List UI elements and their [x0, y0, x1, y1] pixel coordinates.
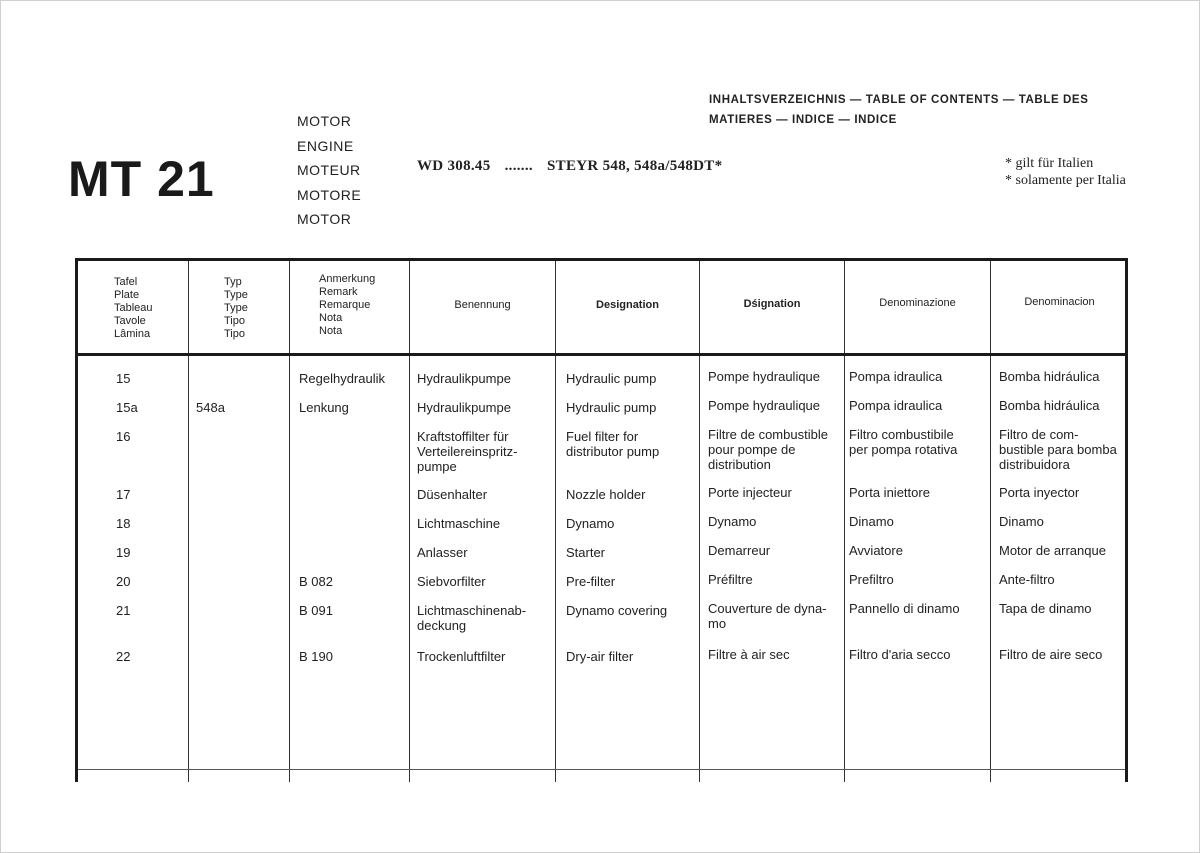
section-name-de: MOTOR [297, 113, 352, 129]
table-cell-remark: B 190 [299, 649, 333, 664]
header-remark-it: Nota [319, 312, 343, 324]
table-cell-es: Dinamo [999, 514, 1044, 529]
table-cell-fr: Porte injecteur [708, 485, 792, 500]
header-type-en: Type [224, 289, 248, 301]
section-name-es: MOTOR [297, 211, 352, 227]
header-remark [319, 273, 375, 338]
column-divider [990, 261, 991, 782]
table-cell-it: Pompa idraulica [849, 369, 943, 384]
header-remark-es: Nota [319, 325, 343, 337]
column-divider [555, 261, 556, 782]
table-cell-plate: 17 [116, 487, 131, 502]
reference-number: WD 308.45 [417, 158, 491, 174]
table-cell-de: Anlasser [417, 545, 468, 560]
table-cell-fr: Pompe hydraulique [708, 398, 821, 413]
header-designation-fr: Dśignation [743, 298, 801, 310]
table-cell-plate: 19 [116, 545, 131, 560]
header-type [224, 276, 248, 341]
header-plate-de: Tafel [114, 276, 138, 288]
table-cell-de: Kraftstoffilter für Verteilereinspritz- pumpe [417, 429, 518, 474]
table-cell-plate: 18 [116, 516, 131, 531]
table-cell-fr: Dynamo [708, 514, 757, 529]
header-remark-en: Remark [319, 286, 358, 298]
table-cell-fr: Préfiltre [708, 572, 753, 587]
header-designation-en: Designation [596, 299, 659, 311]
header-plate-it: Tavole [114, 315, 146, 327]
header-divider [78, 353, 1125, 356]
table-cell-en: Starter [566, 545, 606, 560]
table-cell-plate: 21 [116, 603, 131, 618]
table-cell-es: Filtro de aire seco [999, 647, 1103, 662]
table-cell-de: Hydraulikpumpe [417, 400, 511, 415]
column-divider [289, 261, 290, 782]
table-cell-en: Fuel filter for distributor pump [566, 429, 660, 459]
table-cell-en: Nozzle holder [566, 487, 646, 502]
footnotes [1005, 155, 1126, 189]
table-cell-fr: Couverture de dyna- mo [708, 601, 827, 631]
section-names [297, 109, 361, 232]
table-cell-plate: 22 [116, 649, 131, 664]
table-cell-en: Dynamo [566, 516, 615, 531]
reference-line [417, 158, 732, 175]
section-name-en: ENGINE [297, 137, 354, 154]
table-cell-de: Lichtmaschinenab- deckung [417, 603, 527, 633]
table-cell-en: Dynamo covering [566, 603, 668, 618]
table-cell-it: Filtro combustibile per pompa rotativa [849, 427, 958, 457]
table-cell-de: Siebvorfilter [417, 574, 486, 589]
header-denominazione: Denominazione [879, 297, 956, 309]
table-cell-remark: B 082 [299, 574, 333, 589]
table-cell-type: 548a [196, 400, 225, 415]
table-cell-es: Tapa de dinamo [999, 601, 1092, 616]
table-cell-de: Düsenhalter [417, 487, 488, 502]
header-plate-en: Plate [114, 289, 140, 301]
header-type-it: Tipo [224, 315, 245, 327]
table-cell-it: Filtro d'aria secco [849, 647, 951, 662]
column-divider [409, 261, 410, 782]
column-divider [699, 261, 700, 782]
table-cell-it: Dinamo [849, 514, 894, 529]
header-type-de: Typ [224, 276, 242, 288]
bottom-divider [78, 769, 1125, 770]
header-type-es: Tipo [224, 328, 245, 340]
table-cell-it: Prefiltro [849, 572, 894, 587]
table-cell-de: Hydraulikpumpe [417, 371, 511, 386]
table-cell-en: Hydraulic pump [566, 400, 657, 415]
toc-title [709, 90, 1088, 130]
header-type-fr: Type [224, 302, 248, 314]
footnote-1: * gilt für Italien [1005, 156, 1094, 171]
footnote-2: * solamente per Italia [1005, 173, 1126, 188]
header-plate-fr: Tableau [114, 302, 153, 314]
toc-title-line-1: INHALTSVERZEICHNIS — TABLE OF CONTENTS — TABLE DES [709, 94, 1089, 106]
table-cell-it: Pompa idraulica [849, 398, 943, 413]
table-cell-remark: Regelhydraulik [299, 371, 385, 386]
table-cell-remark: Lenkung [299, 400, 349, 415]
table-cell-it: Porta iniettore [849, 485, 930, 500]
table-cell-remark: B 091 [299, 603, 333, 618]
table-cell-de: Lichtmaschine [417, 516, 501, 531]
header-denominacion: Denominacion [1024, 296, 1095, 308]
header-remark-fr: Remarque [319, 299, 371, 311]
header-plate-es: Lâmina [114, 328, 151, 340]
header-benennung: Benennung [454, 299, 511, 311]
table-cell-es: Motor de arranque [999, 543, 1106, 558]
table-cell-de: Trockenluftfilter [417, 649, 506, 664]
document-code: MT 21 [68, 151, 215, 207]
section-name-fr: MOTEUR [297, 162, 361, 178]
table-cell-es: Filtro de com- bustible para bomba distribuidora [999, 427, 1117, 472]
table-cell-en: Hydraulic pump [566, 371, 657, 386]
table-cell-it: Avviatore [849, 543, 903, 558]
table-cell-fr: Filtre à air sec [708, 647, 790, 662]
section-name-it: MOTORE [297, 186, 362, 203]
table-cell-es: Bomba hidráulica [999, 398, 1100, 413]
table-cell-fr: Demarreur [708, 543, 771, 558]
table-cell-es: Bomba hidráulica [999, 369, 1100, 384]
reference-model: STEYR 548, 548a/548DT* [547, 158, 723, 174]
table-cell-es: Porta inyector [999, 485, 1080, 500]
column-divider [844, 261, 845, 782]
table-cell-plate: 15a [116, 400, 138, 415]
table-cell-es: Ante-filtro [999, 572, 1055, 587]
table-cell-fr: Pompe hydraulique [708, 369, 821, 384]
toc-title-line-2: MATIERES — INDICE — INDICE [709, 114, 897, 126]
table-cell-fr: Filtre de combustible pour pompe de distribution [708, 427, 828, 472]
table-cell-it: Pannello di dinamo [849, 601, 960, 616]
reference-dots: ....... [504, 158, 533, 174]
header-remark-de: Anmerkung [319, 273, 376, 285]
table-cell-en: Pre-filter [566, 574, 616, 589]
header-plate [114, 276, 153, 341]
table-cell-plate: 16 [116, 429, 131, 444]
table-cell-en: Dry-air filter [566, 649, 634, 664]
table-cell-plate: 15 [116, 371, 131, 386]
table-cell-plate: 20 [116, 574, 131, 589]
column-divider [188, 261, 189, 782]
contents-table [75, 258, 1128, 782]
